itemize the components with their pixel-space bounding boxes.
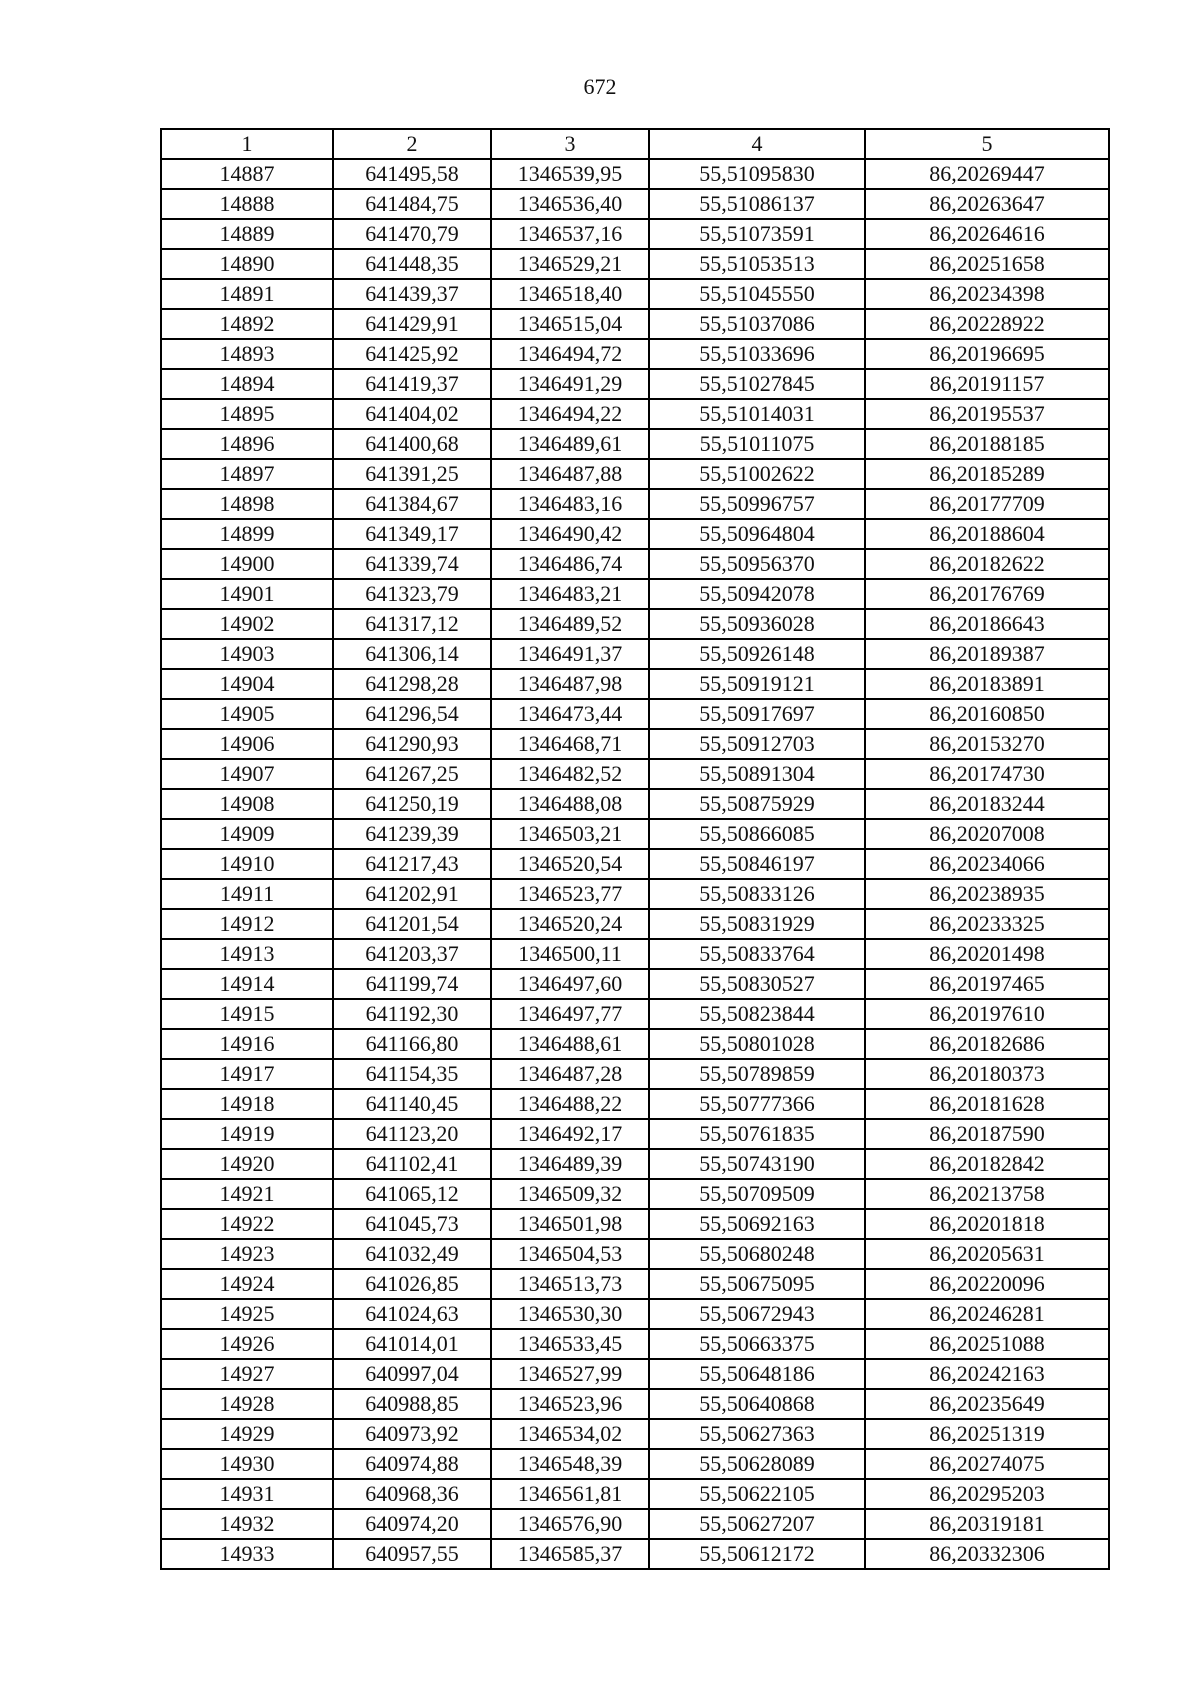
table-cell: 14887 [161, 159, 333, 189]
table-row [161, 159, 1109, 189]
table-row [161, 549, 1109, 579]
table-cell: 86,20246281 [865, 1299, 1109, 1329]
table-cell: 1346490,42 [491, 519, 649, 549]
table-cell: 86,20188604 [865, 519, 1109, 549]
table-cell: 55,50663375 [649, 1329, 865, 1359]
table-row [161, 309, 1109, 339]
table-cell: 641199,74 [333, 969, 491, 999]
table-cell: 55,51037086 [649, 309, 865, 339]
table-cell: 14901 [161, 579, 333, 609]
table-cell: 55,50675095 [649, 1269, 865, 1299]
table-cell: 1346487,98 [491, 669, 649, 699]
table-cell: 55,50926148 [649, 639, 865, 669]
table-cell: 86,20274075 [865, 1449, 1109, 1479]
table-cell: 14920 [161, 1149, 333, 1179]
table-cell: 86,20191157 [865, 369, 1109, 399]
table-cell: 55,51095830 [649, 159, 865, 189]
table-cell: 14900 [161, 549, 333, 579]
table-row [161, 1299, 1109, 1329]
table-cell: 1346523,77 [491, 879, 649, 909]
table-cell: 14902 [161, 609, 333, 639]
table-cell: 55,50942078 [649, 579, 865, 609]
table-cell: 86,20207008 [865, 819, 1109, 849]
table-row [161, 969, 1109, 999]
table-cell: 1346482,52 [491, 759, 649, 789]
page-number: 672 [583, 74, 617, 99]
table-cell: 1346523,96 [491, 1389, 649, 1419]
table-cell: 14906 [161, 729, 333, 759]
table-cell: 55,50628089 [649, 1449, 865, 1479]
table-cell: 55,51033696 [649, 339, 865, 369]
table-cell: 14894 [161, 369, 333, 399]
table-cell: 1346483,16 [491, 489, 649, 519]
table-row [161, 1449, 1109, 1479]
table-cell: 1346561,81 [491, 1479, 649, 1509]
table-cell: 14929 [161, 1419, 333, 1449]
table-cell: 641484,75 [333, 189, 491, 219]
table-cell: 14926 [161, 1329, 333, 1359]
table-cell: 55,50648186 [649, 1359, 865, 1389]
table-cell: 86,20185289 [865, 459, 1109, 489]
table-cell: 641201,54 [333, 909, 491, 939]
table-cell: 55,50622105 [649, 1479, 865, 1509]
table-cell: 14921 [161, 1179, 333, 1209]
table-cell: 86,20197610 [865, 999, 1109, 1029]
table-cell: 14932 [161, 1509, 333, 1539]
table-cell: 1346488,08 [491, 789, 649, 819]
table-cell: 1346509,32 [491, 1179, 649, 1209]
table-cell: 55,50672943 [649, 1299, 865, 1329]
table-cell: 14892 [161, 309, 333, 339]
table-cell: 14896 [161, 429, 333, 459]
table-cell: 14913 [161, 939, 333, 969]
table-row [161, 1329, 1109, 1359]
table-cell: 86,20177709 [865, 489, 1109, 519]
table-cell: 86,20264616 [865, 219, 1109, 249]
table-cell: 1346500,11 [491, 939, 649, 969]
table-cell: 14925 [161, 1299, 333, 1329]
table-row [161, 1479, 1109, 1509]
table-row [161, 369, 1109, 399]
table-cell: 86,20205631 [865, 1239, 1109, 1269]
table-cell: 86,20269447 [865, 159, 1109, 189]
table-cell: 14889 [161, 219, 333, 249]
table-row [161, 1029, 1109, 1059]
table-cell: 86,20251088 [865, 1329, 1109, 1359]
table-cell: 1346536,40 [491, 189, 649, 219]
table-cell: 14912 [161, 909, 333, 939]
table-cell: 641298,28 [333, 669, 491, 699]
table-cell: 55,50964804 [649, 519, 865, 549]
coordinates-table [160, 128, 1110, 1570]
table-cell: 86,20181628 [865, 1089, 1109, 1119]
table-cell: 55,51045550 [649, 279, 865, 309]
table-cell: 86,20188185 [865, 429, 1109, 459]
table-cell: 55,50627207 [649, 1509, 865, 1539]
table-cell: 641065,12 [333, 1179, 491, 1209]
table-row [161, 1269, 1109, 1299]
table-cell: 86,20233325 [865, 909, 1109, 939]
table-cell: 1346513,73 [491, 1269, 649, 1299]
table-cell: 1346489,61 [491, 429, 649, 459]
table-cell: 55,50777366 [649, 1089, 865, 1119]
table-cell: 14927 [161, 1359, 333, 1389]
table-cell: 1346527,99 [491, 1359, 649, 1389]
table-cell: 86,20174730 [865, 759, 1109, 789]
table-cell: 641470,79 [333, 219, 491, 249]
table-cell: 1346529,21 [491, 249, 649, 279]
table-cell: 86,20213758 [865, 1179, 1109, 1209]
table-cell: 14930 [161, 1449, 333, 1479]
table-cell: 14907 [161, 759, 333, 789]
table-cell: 640974,20 [333, 1509, 491, 1539]
table-cell: 1346515,04 [491, 309, 649, 339]
table-row [161, 669, 1109, 699]
table-row [161, 339, 1109, 369]
table-cell: 14895 [161, 399, 333, 429]
table-row [161, 999, 1109, 1029]
table-cell: 55,50612172 [649, 1539, 865, 1569]
table-cell: 55,50680248 [649, 1239, 865, 1269]
table-cell: 641250,19 [333, 789, 491, 819]
table-row [161, 849, 1109, 879]
table-cell: 1346491,37 [491, 639, 649, 669]
table-row [161, 1539, 1109, 1569]
table-cell: 86,20182622 [865, 549, 1109, 579]
table-row [161, 219, 1109, 249]
table-cell: 55,50833764 [649, 939, 865, 969]
table-cell: 14890 [161, 249, 333, 279]
table-cell: 14904 [161, 669, 333, 699]
table-row [161, 1119, 1109, 1149]
table-cell: 641290,93 [333, 729, 491, 759]
table-cell: 14910 [161, 849, 333, 879]
table-cell: 1346491,29 [491, 369, 649, 399]
table-cell: 86,20220096 [865, 1269, 1109, 1299]
table-cell: 641425,92 [333, 339, 491, 369]
table-cell: 86,20295203 [865, 1479, 1109, 1509]
table-cell: 86,20319181 [865, 1509, 1109, 1539]
table-cell: 14888 [161, 189, 333, 219]
table-cell: 641045,73 [333, 1209, 491, 1239]
table-cell: 640974,88 [333, 1449, 491, 1479]
header-cell: 1 [161, 129, 333, 159]
table-cell: 86,20176769 [865, 579, 1109, 609]
table-cell: 1346487,88 [491, 459, 649, 489]
table-cell: 55,50891304 [649, 759, 865, 789]
table-row [161, 1239, 1109, 1269]
table-cell: 86,20183244 [865, 789, 1109, 819]
table-cell: 14923 [161, 1239, 333, 1269]
table-cell: 86,20201498 [865, 939, 1109, 969]
table-cell: 55,50761835 [649, 1119, 865, 1149]
table-cell: 55,50919121 [649, 669, 865, 699]
table-cell: 641192,30 [333, 999, 491, 1029]
table-cell: 1346492,17 [491, 1119, 649, 1149]
table-row [161, 459, 1109, 489]
table-cell: 55,50831929 [649, 909, 865, 939]
table-cell: 55,50801028 [649, 1029, 865, 1059]
table-cell: 1346468,71 [491, 729, 649, 759]
table-cell: 55,50640868 [649, 1389, 865, 1419]
table-cell: 641026,85 [333, 1269, 491, 1299]
table-cell: 1346504,53 [491, 1239, 649, 1269]
table-row [161, 249, 1109, 279]
header-cell: 2 [333, 129, 491, 159]
table-cell: 1346488,61 [491, 1029, 649, 1059]
table-cell: 14911 [161, 879, 333, 909]
table-cell: 1346501,98 [491, 1209, 649, 1239]
table-cell: 641239,39 [333, 819, 491, 849]
table-cell: 86,20235649 [865, 1389, 1109, 1419]
table-cell: 14903 [161, 639, 333, 669]
table-cell: 86,20197465 [865, 969, 1109, 999]
table-cell: 641400,68 [333, 429, 491, 459]
table-cell: 1346539,95 [491, 159, 649, 189]
table-cell: 55,50996757 [649, 489, 865, 519]
table-cell: 1346537,16 [491, 219, 649, 249]
table-row [161, 399, 1109, 429]
table-cell: 14931 [161, 1479, 333, 1509]
table-cell: 641419,37 [333, 369, 491, 399]
table-cell: 640988,85 [333, 1389, 491, 1419]
table-cell: 641349,17 [333, 519, 491, 549]
table-cell: 55,50912703 [649, 729, 865, 759]
table-cell: 1346473,44 [491, 699, 649, 729]
table-cell: 641024,63 [333, 1299, 491, 1329]
table-cell: 86,20234066 [865, 849, 1109, 879]
table-cell: 86,20182842 [865, 1149, 1109, 1179]
table-cell: 86,20180373 [865, 1059, 1109, 1089]
table-cell: 55,50956370 [649, 549, 865, 579]
table-cell: 55,50830527 [649, 969, 865, 999]
table-cell: 641323,79 [333, 579, 491, 609]
table-header-row [161, 129, 1109, 159]
table-cell: 14917 [161, 1059, 333, 1089]
table-cell: 14909 [161, 819, 333, 849]
table-cell: 1346497,77 [491, 999, 649, 1029]
table-cell: 1346520,24 [491, 909, 649, 939]
table-cell: 14891 [161, 279, 333, 309]
table-cell: 14915 [161, 999, 333, 1029]
table-cell: 1346483,21 [491, 579, 649, 609]
table-cell: 641439,37 [333, 279, 491, 309]
table-cell: 640973,92 [333, 1419, 491, 1449]
table-cell: 55,51027845 [649, 369, 865, 399]
table-cell: 86,20251658 [865, 249, 1109, 279]
table-row [161, 789, 1109, 819]
table-cell: 1346534,02 [491, 1419, 649, 1449]
table-cell: 1346520,54 [491, 849, 649, 879]
table-cell: 1346530,30 [491, 1299, 649, 1329]
table-cell: 14924 [161, 1269, 333, 1299]
header-cell: 5 [865, 129, 1109, 159]
table-row [161, 279, 1109, 309]
table-cell: 1346489,52 [491, 609, 649, 639]
table-cell: 1346486,74 [491, 549, 649, 579]
table-cell: 641203,37 [333, 939, 491, 969]
table-cell: 86,20153270 [865, 729, 1109, 759]
table-row [161, 909, 1109, 939]
table-cell: 14928 [161, 1389, 333, 1419]
table-cell: 86,20242163 [865, 1359, 1109, 1389]
header-cell: 4 [649, 129, 865, 159]
table-cell: 641384,67 [333, 489, 491, 519]
table-cell: 641102,41 [333, 1149, 491, 1179]
table-row [161, 1149, 1109, 1179]
table-row [161, 489, 1109, 519]
table-cell: 86,20160850 [865, 699, 1109, 729]
table-cell: 641032,49 [333, 1239, 491, 1269]
table-cell: 641154,35 [333, 1059, 491, 1089]
table-cell: 86,20234398 [865, 279, 1109, 309]
table-cell: 55,50833126 [649, 879, 865, 909]
table-cell: 641404,02 [333, 399, 491, 429]
table-cell: 640957,55 [333, 1539, 491, 1569]
table-cell: 641306,14 [333, 639, 491, 669]
table-cell: 641123,20 [333, 1119, 491, 1149]
table-row [161, 1059, 1109, 1089]
table-row [161, 639, 1109, 669]
table-row [161, 1359, 1109, 1389]
table-cell: 55,50917697 [649, 699, 865, 729]
table-row [161, 189, 1109, 219]
table-cell: 1346503,21 [491, 819, 649, 849]
table-cell: 641391,25 [333, 459, 491, 489]
table-cell: 55,50789859 [649, 1059, 865, 1089]
table-cell: 641267,25 [333, 759, 491, 789]
table-cell: 14922 [161, 1209, 333, 1239]
table-cell: 14916 [161, 1029, 333, 1059]
table-cell: 14893 [161, 339, 333, 369]
table-cell: 1346488,22 [491, 1089, 649, 1119]
table-row [161, 1179, 1109, 1209]
table-row [161, 729, 1109, 759]
table-row [161, 1389, 1109, 1419]
table-cell: 1346518,40 [491, 279, 649, 309]
table-cell: 86,20189387 [865, 639, 1109, 669]
table-cell: 55,50866085 [649, 819, 865, 849]
table-cell: 640968,36 [333, 1479, 491, 1509]
table-cell: 86,20228922 [865, 309, 1109, 339]
table-cell: 55,51053513 [649, 249, 865, 279]
table-body [161, 159, 1109, 1569]
table-cell: 86,20332306 [865, 1539, 1109, 1569]
table-cell: 14933 [161, 1539, 333, 1569]
table-cell: 86,20251319 [865, 1419, 1109, 1449]
table-row [161, 879, 1109, 909]
table-cell: 86,20195537 [865, 399, 1109, 429]
table-cell: 55,51073591 [649, 219, 865, 249]
table-cell: 1346497,60 [491, 969, 649, 999]
table-row [161, 1509, 1109, 1539]
table-cell: 640997,04 [333, 1359, 491, 1389]
header-cell: 3 [491, 129, 649, 159]
table-cell: 641339,74 [333, 549, 491, 579]
table-cell: 14898 [161, 489, 333, 519]
table-cell: 55,50743190 [649, 1149, 865, 1179]
table-cell: 86,20186643 [865, 609, 1109, 639]
table-row [161, 429, 1109, 459]
table-cell: 86,20182686 [865, 1029, 1109, 1059]
table-cell: 55,50875929 [649, 789, 865, 819]
table-cell: 55,50627363 [649, 1419, 865, 1449]
table-cell: 641317,12 [333, 609, 491, 639]
table-cell: 1346487,28 [491, 1059, 649, 1089]
table-cell: 1346494,22 [491, 399, 649, 429]
table-row [161, 1089, 1109, 1119]
table-cell: 86,20183891 [865, 669, 1109, 699]
table-row [161, 579, 1109, 609]
table-row [161, 819, 1109, 849]
table-cell: 55,50709509 [649, 1179, 865, 1209]
table-cell: 641202,91 [333, 879, 491, 909]
table-cell: 86,20187590 [865, 1119, 1109, 1149]
table-cell: 641217,43 [333, 849, 491, 879]
table-cell: 14918 [161, 1089, 333, 1119]
table-cell: 641429,91 [333, 309, 491, 339]
table-cell: 641140,45 [333, 1089, 491, 1119]
table-cell: 55,50692163 [649, 1209, 865, 1239]
table-cell: 14899 [161, 519, 333, 549]
table-cell: 86,20196695 [865, 339, 1109, 369]
table-cell: 14908 [161, 789, 333, 819]
table-cell: 641166,80 [333, 1029, 491, 1059]
table-row [161, 1209, 1109, 1239]
table-cell: 1346576,90 [491, 1509, 649, 1539]
table-cell: 14897 [161, 459, 333, 489]
table-cell: 86,20201818 [865, 1209, 1109, 1239]
table-row [161, 939, 1109, 969]
table-cell: 641014,01 [333, 1329, 491, 1359]
table-cell: 1346548,39 [491, 1449, 649, 1479]
table-cell: 1346489,39 [491, 1149, 649, 1179]
table-cell: 1346585,37 [491, 1539, 649, 1569]
table-cell: 55,51014031 [649, 399, 865, 429]
table-row [161, 759, 1109, 789]
table-cell: 55,50936028 [649, 609, 865, 639]
table-head [161, 129, 1109, 159]
table-cell: 641296,54 [333, 699, 491, 729]
table-row [161, 1419, 1109, 1449]
table-row [161, 519, 1109, 549]
table-cell: 641495,58 [333, 159, 491, 189]
table-cell: 1346533,45 [491, 1329, 649, 1359]
table-cell: 55,50823844 [649, 999, 865, 1029]
table-cell: 14905 [161, 699, 333, 729]
table-row [161, 609, 1109, 639]
table-cell: 55,51011075 [649, 429, 865, 459]
table-row [161, 699, 1109, 729]
table-cell: 55,51086137 [649, 189, 865, 219]
table-cell: 86,20263647 [865, 189, 1109, 219]
table-cell: 14919 [161, 1119, 333, 1149]
table-cell: 55,50846197 [649, 849, 865, 879]
table-cell: 55,51002622 [649, 459, 865, 489]
table-cell: 641448,35 [333, 249, 491, 279]
table-cell: 1346494,72 [491, 339, 649, 369]
table-cell: 86,20238935 [865, 879, 1109, 909]
table-cell: 14914 [161, 969, 333, 999]
